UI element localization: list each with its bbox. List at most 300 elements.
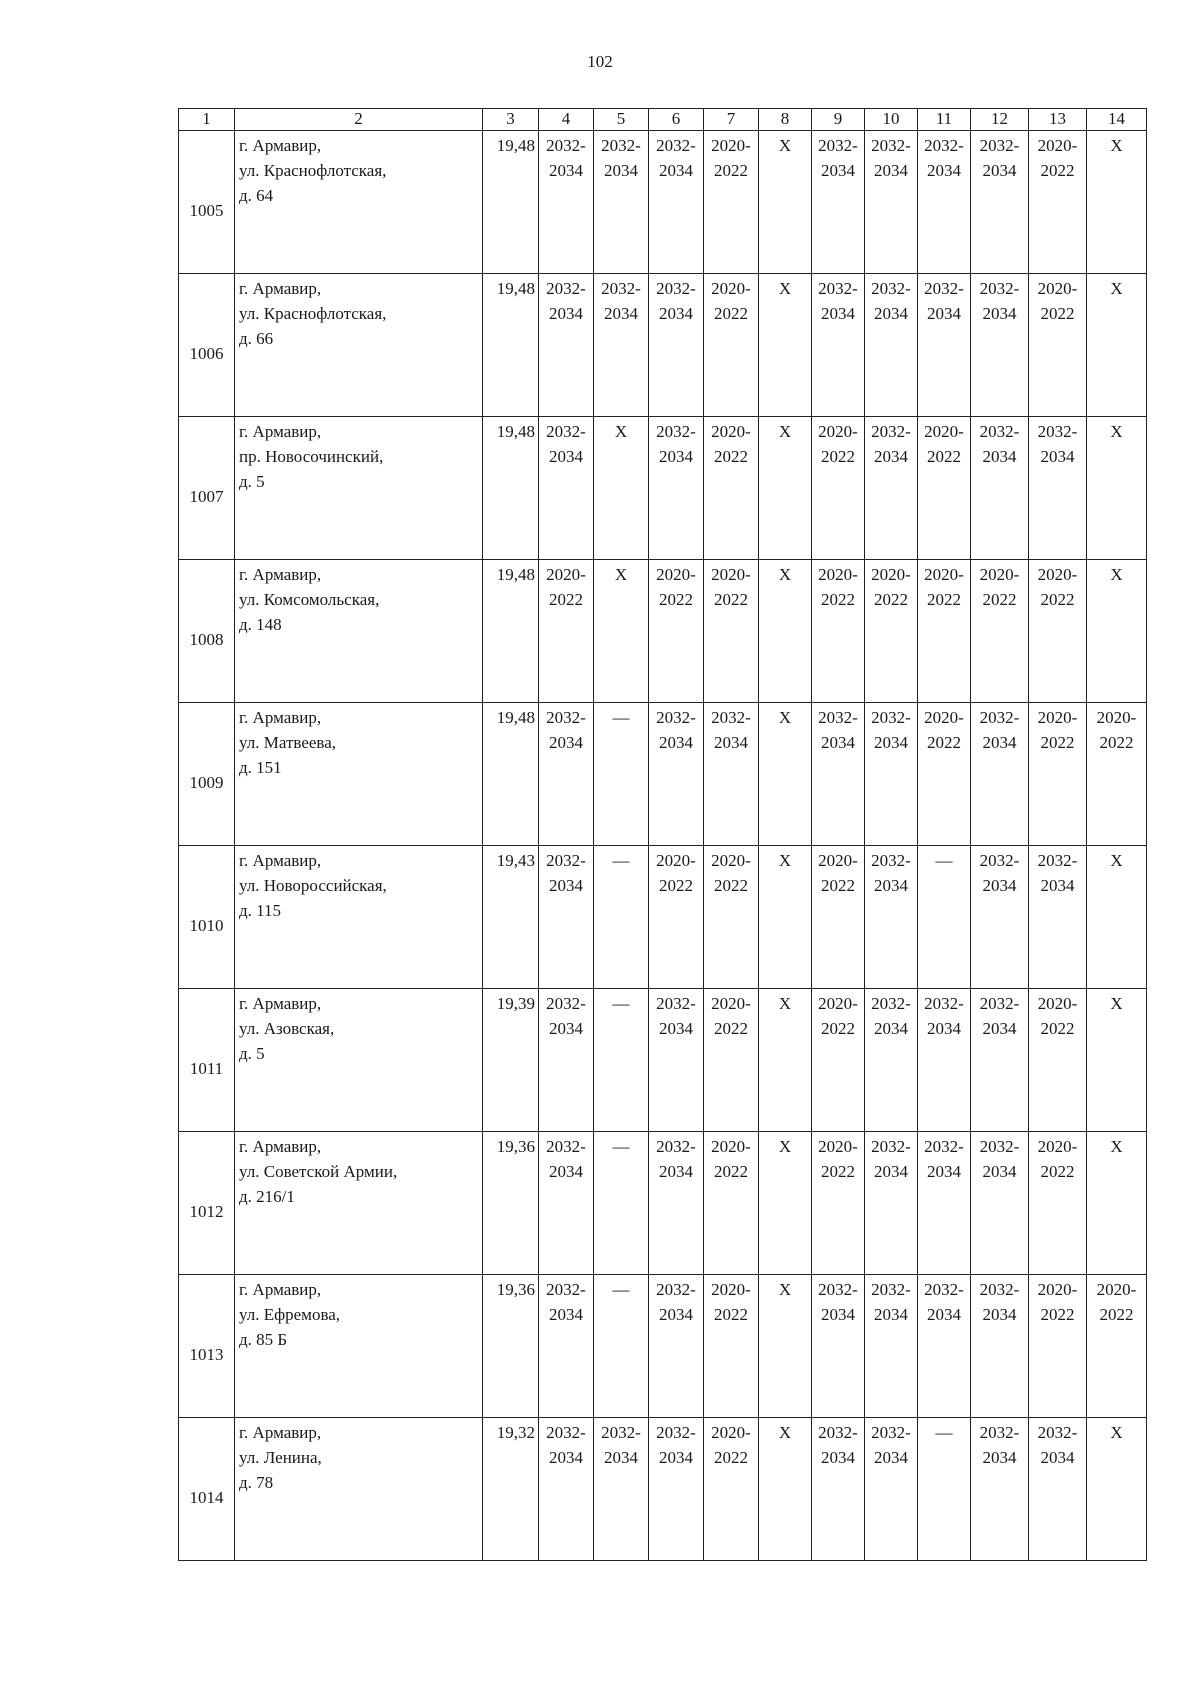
register-table [178, 108, 1147, 1561]
period-line: 2020- [656, 565, 696, 584]
address-cell [235, 417, 483, 560]
period-line: 2032- [1037, 422, 1078, 441]
table-row [179, 560, 1147, 703]
period-cell-col-4 [539, 417, 594, 560]
period-line: 2034 [982, 161, 1017, 180]
address-line: д. 216/1 [239, 1187, 295, 1206]
column-header-2: 2 [235, 109, 483, 131]
period-line: 2020- [711, 279, 751, 298]
period-line: Х [1110, 851, 1123, 870]
period-line: 2034 [821, 161, 855, 180]
period-line: 2032- [871, 279, 911, 298]
period-line: 2034 [1040, 447, 1075, 466]
period-cell-col-8 [759, 703, 812, 846]
column-header-10: 10 [865, 109, 918, 131]
period-line: 2034 [1040, 1448, 1075, 1467]
period-line: 2034 [874, 447, 908, 466]
page-number: 102 [587, 52, 613, 71]
period-line: 2032- [656, 422, 696, 441]
period-line: 2032- [818, 1423, 858, 1442]
period-cell-col-4 [539, 846, 594, 989]
period-cell-col-10 [865, 560, 918, 703]
address-line: д. 78 [239, 1473, 274, 1492]
period-line: Х [778, 565, 792, 584]
period-line: 2032- [871, 1137, 911, 1156]
column-header-4: 4 [539, 109, 594, 131]
period-line: 2022 [714, 876, 748, 895]
period-cell-col-10 [865, 989, 918, 1132]
period-cell-col-8 [759, 417, 812, 560]
period-cell-col-14 [1087, 1132, 1147, 1275]
period-cell-col-7 [704, 1418, 759, 1561]
period-line: 2032- [546, 851, 586, 870]
period-line: 2020- [818, 994, 858, 1013]
period-line: — [935, 851, 953, 870]
period-cell-col-10 [865, 274, 918, 417]
period-line: 2034 [927, 1019, 961, 1038]
row-number: 1013 [179, 1275, 235, 1418]
row-number: 1007 [179, 417, 235, 560]
period-line: 2020- [924, 708, 964, 727]
header-row [179, 109, 1147, 131]
period-line: Х [778, 1280, 792, 1299]
period-line: 2032- [656, 1423, 696, 1442]
period-cell-col-13 [1029, 1275, 1087, 1418]
period-line: 2022 [821, 1162, 855, 1181]
period-line: 2032- [979, 136, 1020, 155]
address-cell [235, 1132, 483, 1275]
period-line: — [612, 994, 630, 1013]
period-line: 2032- [871, 994, 911, 1013]
area-cell: 19,48 [483, 274, 539, 417]
period-line: Х [778, 1423, 792, 1442]
address-line: д. 66 [239, 329, 274, 348]
address-line: ул. Азовская, [239, 1019, 335, 1038]
period-line: 2034 [659, 447, 693, 466]
period-cell-col-13 [1029, 703, 1087, 846]
period-cell-col-6 [649, 1418, 704, 1561]
period-line: 2034 [982, 733, 1017, 752]
period-line: 2022 [927, 733, 961, 752]
period-line: 2022 [821, 1019, 855, 1038]
period-line: 2022 [821, 590, 855, 609]
period-line: 2034 [659, 1305, 693, 1324]
address-line: д. 115 [239, 901, 282, 920]
period-cell-col-11 [918, 274, 971, 417]
address-line: д. 148 [239, 615, 282, 634]
period-cell-col-11 [918, 560, 971, 703]
period-line: 2032- [601, 136, 641, 155]
period-cell-col-4 [539, 1132, 594, 1275]
address-cell [235, 1275, 483, 1418]
period-line: 2020- [1037, 565, 1078, 584]
period-line: Х [778, 994, 792, 1013]
period-line: 2020- [711, 1423, 751, 1442]
period-cell-col-10 [865, 131, 918, 274]
period-line: 2034 [982, 1019, 1017, 1038]
period-line: 2034 [549, 447, 583, 466]
period-line: 2034 [982, 447, 1017, 466]
table-row [179, 131, 1147, 274]
period-line: 2034 [874, 1305, 908, 1324]
period-line: 2022 [1040, 1162, 1075, 1181]
period-line: 2032- [711, 708, 751, 727]
period-cell-col-14 [1087, 274, 1147, 417]
period-cell-col-8 [759, 560, 812, 703]
period-line: 2020- [1037, 279, 1078, 298]
period-cell-col-14 [1087, 1275, 1147, 1418]
period-line: 2034 [549, 876, 583, 895]
period-cell-col-11 [918, 989, 971, 1132]
period-cell-col-9 [812, 131, 865, 274]
address-line: ул. Краснофлотская, [239, 304, 387, 323]
address-cell [235, 274, 483, 417]
period-line: 2034 [659, 304, 693, 323]
period-line: 2032- [546, 708, 586, 727]
period-cell-col-4 [539, 1418, 594, 1561]
period-cell-col-12 [971, 560, 1029, 703]
column-header-6: 6 [649, 109, 704, 131]
period-line: 2034 [604, 1448, 638, 1467]
period-line: 2032- [656, 994, 696, 1013]
period-line: 2032- [871, 1280, 911, 1299]
period-cell-col-13 [1029, 560, 1087, 703]
period-line: 2020- [711, 994, 751, 1013]
period-line: 2022 [1099, 733, 1134, 752]
row-number: 1011 [179, 989, 235, 1132]
period-cell-col-5 [594, 989, 649, 1132]
period-line: Х [1110, 422, 1123, 441]
period-line: 2032- [546, 422, 586, 441]
period-cell-col-9 [812, 1418, 865, 1561]
period-cell-col-11 [918, 1132, 971, 1275]
area-cell: 19,36 [483, 1275, 539, 1418]
period-line: 2032- [979, 1423, 1020, 1442]
period-line: — [612, 1280, 630, 1299]
period-line: 2032- [979, 708, 1020, 727]
area-cell: 19,48 [483, 131, 539, 274]
period-cell-col-9 [812, 846, 865, 989]
period-line: 2034 [549, 1448, 583, 1467]
period-cell-col-6 [649, 274, 704, 417]
period-line: 2032- [979, 851, 1020, 870]
period-cell-col-5 [594, 1275, 649, 1418]
period-line: 2020- [979, 565, 1020, 584]
table-row [179, 989, 1147, 1132]
column-header-8: 8 [759, 109, 812, 131]
period-line: 2032- [871, 422, 911, 441]
area-cell: 19,48 [483, 703, 539, 846]
table-row [179, 1132, 1147, 1275]
period-cell-col-7 [704, 1132, 759, 1275]
column-header-9: 9 [812, 109, 865, 131]
period-line: 2034 [982, 876, 1017, 895]
period-line: 2032- [818, 1280, 858, 1299]
period-cell-col-11 [918, 846, 971, 989]
period-line: 2022 [714, 161, 748, 180]
period-line: 2022 [1040, 161, 1075, 180]
period-cell-col-14 [1087, 1418, 1147, 1561]
period-cell-col-6 [649, 703, 704, 846]
address-line: г. Армавир, [239, 279, 322, 298]
period-line: 2032- [656, 136, 696, 155]
period-cell-col-6 [649, 1132, 704, 1275]
period-line: 2032- [546, 1137, 586, 1156]
period-line: Х [614, 565, 628, 584]
area-cell: 19,48 [483, 417, 539, 560]
period-line: 2034 [982, 1305, 1017, 1324]
period-cell-col-11 [918, 131, 971, 274]
area-cell: 19,32 [483, 1418, 539, 1561]
period-line: 2020- [711, 851, 751, 870]
column-header-11: 11 [918, 109, 971, 131]
period-line: 2020- [1096, 708, 1137, 727]
row-number: 1010 [179, 846, 235, 989]
period-line: 2034 [821, 1448, 855, 1467]
period-cell-col-4 [539, 274, 594, 417]
period-line: 2032- [601, 1423, 641, 1442]
period-cell-col-7 [704, 131, 759, 274]
period-line: 2032- [546, 994, 586, 1013]
period-cell-col-9 [812, 989, 865, 1132]
period-line: Х [1110, 1137, 1123, 1156]
period-cell-col-7 [704, 560, 759, 703]
period-line: 2034 [659, 733, 693, 752]
period-line: Х [614, 422, 628, 441]
period-cell-col-6 [649, 989, 704, 1132]
row-number: 1008 [179, 560, 235, 703]
address-line: ул. Комсомольская, [239, 590, 380, 609]
period-cell-col-13 [1029, 1132, 1087, 1275]
period-cell-col-5 [594, 1132, 649, 1275]
period-line: 2022 [1040, 304, 1075, 323]
period-line: 2022 [821, 876, 855, 895]
period-line: 2032- [656, 708, 696, 727]
period-cell-col-6 [649, 131, 704, 274]
period-line: 2022 [659, 590, 693, 609]
period-line: — [612, 1137, 630, 1156]
period-line: 2022 [982, 590, 1017, 609]
address-cell [235, 989, 483, 1132]
area-cell: 19,39 [483, 989, 539, 1132]
period-line: 2034 [927, 304, 961, 323]
period-line: 2032- [546, 1423, 586, 1442]
address-line: ул. Ленина, [239, 1448, 322, 1467]
period-line: 2020- [711, 1280, 751, 1299]
period-line: 2032- [1037, 1423, 1078, 1442]
period-line: 2022 [1040, 590, 1075, 609]
period-line: 2032- [924, 136, 964, 155]
period-cell-col-8 [759, 1418, 812, 1561]
period-cell-col-9 [812, 1275, 865, 1418]
period-line: 2032- [546, 136, 586, 155]
period-cell-col-11 [918, 417, 971, 560]
period-cell-col-11 [918, 703, 971, 846]
period-line: Х [778, 422, 792, 441]
period-line: 2022 [1040, 733, 1075, 752]
address-line: г. Армавир, [239, 1280, 322, 1299]
period-line: 2020- [1037, 136, 1078, 155]
period-line: 2032- [546, 279, 586, 298]
period-cell-col-9 [812, 1132, 865, 1275]
row-number: 1012 [179, 1132, 235, 1275]
period-line: 2034 [982, 1448, 1017, 1467]
column-header-7: 7 [704, 109, 759, 131]
period-line: Х [778, 851, 792, 870]
address-line: пр. Новосочинский, [239, 447, 384, 466]
area-cell: 19,43 [483, 846, 539, 989]
period-cell-col-7 [704, 703, 759, 846]
period-cell-col-12 [971, 703, 1029, 846]
period-line: 2020- [711, 565, 751, 584]
period-line: 2032- [656, 1137, 696, 1156]
period-line: 2032- [546, 1280, 586, 1299]
address-line: д. 85 Б [239, 1330, 288, 1349]
period-line: 2022 [714, 590, 748, 609]
table-row [179, 703, 1147, 846]
period-cell-col-12 [971, 1275, 1029, 1418]
period-line: 2020- [818, 1137, 858, 1156]
period-line: 2022 [1040, 1019, 1075, 1038]
period-line: 2020- [546, 565, 586, 584]
period-cell-col-14 [1087, 989, 1147, 1132]
period-line: 2034 [549, 733, 583, 752]
address-line: г. Армавир, [239, 994, 322, 1013]
period-line: 2022 [549, 590, 583, 609]
table-row [179, 1418, 1147, 1561]
period-cell-col-9 [812, 703, 865, 846]
address-line: д. 5 [239, 1044, 265, 1063]
period-cell-col-8 [759, 1275, 812, 1418]
period-line: 2020- [1096, 1280, 1137, 1299]
period-cell-col-5 [594, 1418, 649, 1561]
period-line: 2032- [979, 1137, 1020, 1156]
period-cell-col-4 [539, 989, 594, 1132]
period-cell-col-7 [704, 1275, 759, 1418]
period-cell-col-14 [1087, 846, 1147, 989]
period-cell-col-10 [865, 1275, 918, 1418]
period-line: 2022 [714, 1448, 748, 1467]
table-row [179, 1275, 1147, 1418]
period-cell-col-5 [594, 846, 649, 989]
period-cell-col-13 [1029, 417, 1087, 560]
period-cell-col-8 [759, 846, 812, 989]
period-line: 2020- [818, 422, 858, 441]
period-cell-col-10 [865, 1132, 918, 1275]
period-line: 2034 [549, 1019, 583, 1038]
column-header-1: 1 [179, 109, 235, 131]
address-line: г. Армавир, [239, 565, 322, 584]
period-line: Х [778, 279, 792, 298]
period-line: 2034 [821, 733, 855, 752]
period-line: 2032- [979, 422, 1020, 441]
period-cell-col-8 [759, 131, 812, 274]
address-cell [235, 703, 483, 846]
period-cell-col-4 [539, 560, 594, 703]
row-number: 1009 [179, 703, 235, 846]
period-cell-col-14 [1087, 703, 1147, 846]
period-line: 2032- [871, 1423, 911, 1442]
period-line: 2022 [714, 447, 748, 466]
period-cell-col-6 [649, 1275, 704, 1418]
period-line: Х [1110, 279, 1123, 298]
period-line: 2020- [1037, 994, 1078, 1013]
period-line: 2022 [821, 447, 855, 466]
period-cell-col-4 [539, 703, 594, 846]
period-cell-col-7 [704, 417, 759, 560]
table-row [179, 846, 1147, 989]
period-line: 2034 [821, 304, 855, 323]
period-line: 2034 [604, 161, 638, 180]
period-line: 2034 [982, 1162, 1017, 1181]
address-line: д. 64 [239, 186, 274, 205]
period-line: 2022 [927, 447, 961, 466]
period-cell-col-14 [1087, 560, 1147, 703]
period-line: 2022 [714, 304, 748, 323]
period-line: 2034 [549, 1162, 583, 1181]
period-line: Х [1110, 565, 1123, 584]
period-line: 2034 [874, 733, 908, 752]
period-line: 2032- [924, 1137, 964, 1156]
period-line: 2032- [979, 1280, 1020, 1299]
period-line: 2034 [821, 1305, 855, 1324]
period-cell-col-7 [704, 989, 759, 1132]
address-line: ул. Матвеева, [239, 733, 337, 752]
address-line: г. Армавир, [239, 422, 322, 441]
period-line: 2020- [818, 851, 858, 870]
period-cell-col-5 [594, 417, 649, 560]
period-line: 2020- [924, 422, 964, 441]
period-line: — [935, 1423, 953, 1442]
period-cell-col-6 [649, 560, 704, 703]
address-line: г. Армавир, [239, 136, 322, 155]
period-line: 2034 [659, 161, 693, 180]
period-cell-col-12 [971, 274, 1029, 417]
period-line: 2022 [714, 1305, 748, 1324]
period-cell-col-11 [918, 1418, 971, 1561]
address-line: г. Армавир, [239, 708, 322, 727]
period-line: 2020- [711, 136, 751, 155]
period-line: 2022 [927, 590, 961, 609]
address-line: ул. Ефремова, [239, 1305, 341, 1324]
period-cell-col-13 [1029, 274, 1087, 417]
period-cell-col-13 [1029, 846, 1087, 989]
period-line: Х [1110, 136, 1123, 155]
period-line: 2022 [1099, 1305, 1134, 1324]
period-line: 2034 [659, 1019, 693, 1038]
table-body [179, 131, 1147, 1561]
period-line: 2034 [927, 1162, 961, 1181]
row-number: 1006 [179, 274, 235, 417]
period-line: 2020- [1037, 708, 1078, 727]
period-cell-col-5 [594, 131, 649, 274]
period-cell-col-6 [649, 846, 704, 989]
period-cell-col-4 [539, 1275, 594, 1418]
period-cell-col-14 [1087, 417, 1147, 560]
period-line: — [612, 708, 630, 727]
period-line: 2034 [927, 1305, 961, 1324]
area-cell: 19,36 [483, 1132, 539, 1275]
period-cell-col-12 [971, 417, 1029, 560]
address-line: ул. Советской Армии, [239, 1162, 398, 1181]
period-line: 2020- [1037, 1137, 1078, 1156]
address-line: д. 5 [239, 472, 265, 491]
period-line: 2020- [656, 851, 696, 870]
period-cell-col-12 [971, 846, 1029, 989]
period-line: 2034 [874, 304, 908, 323]
period-line: 2032- [818, 136, 858, 155]
period-cell-col-8 [759, 1132, 812, 1275]
